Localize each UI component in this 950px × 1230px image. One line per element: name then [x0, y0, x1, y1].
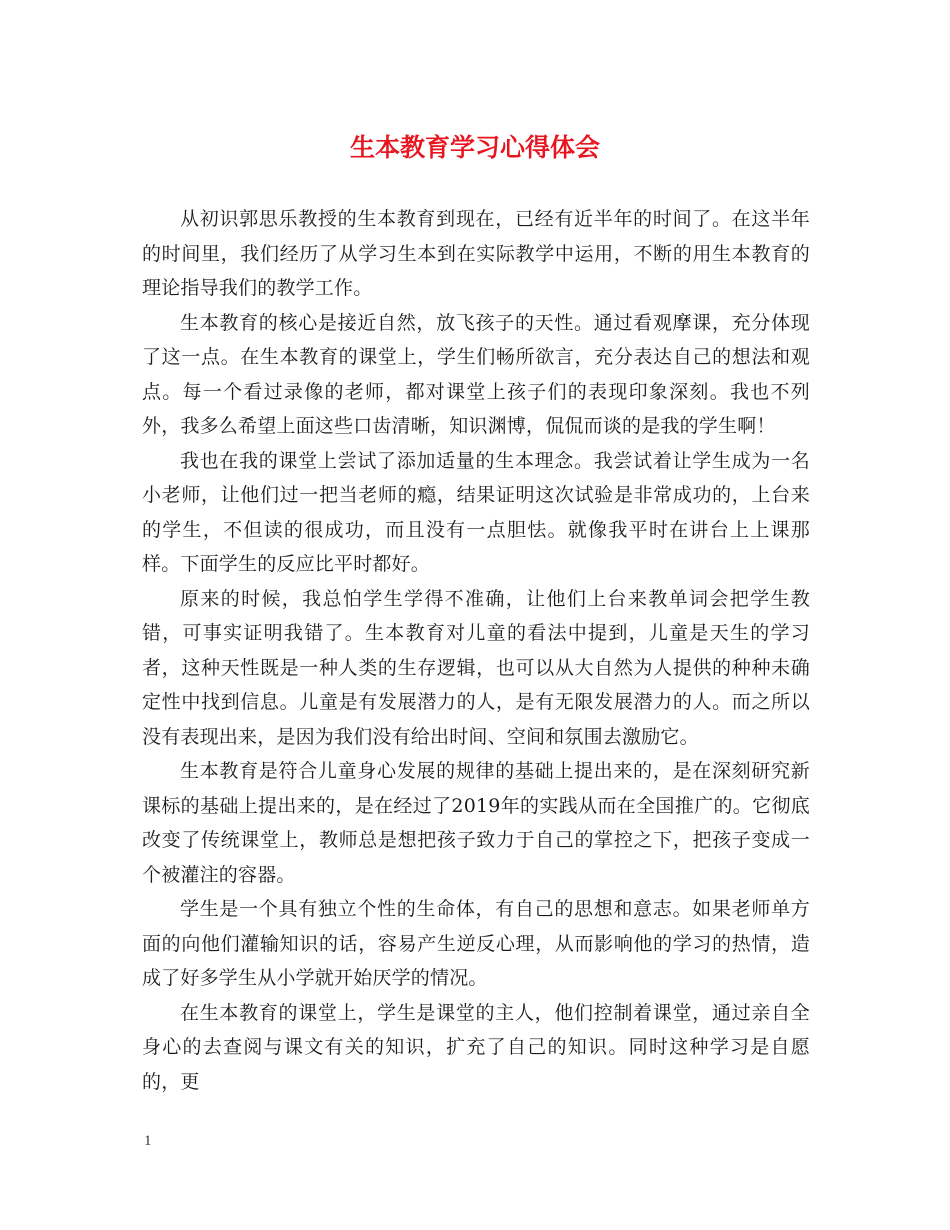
page-title: 生本教育学习心得体会 — [349, 133, 600, 162]
paragraph-4: 原来的时候，我总怕学生学得不准确，让他们上台来教单词会把学生教错，可事实证明我错了。生本教育对儿童的看法中提到，儿童是天生的学习者，这种天性既是一种人类的生存逻辑，也可以从大自然为人提供的种种未确定性中找到信息。儿童是有发展潜力的人，是有无限发展潜力的人。而之所以没有表现出来，是因为我们没有给出时间、空间和氛围去激励它。 — [142, 587, 810, 748]
paragraph-7: 在生本教育的课堂上，学生是课堂的主人，他们控制着课堂，通过亲自全身心的去查阅与课文有关的知识，扩充了自己的知识。同时这种学习是自愿的，更 — [142, 1001, 810, 1093]
paragraph-3: 我也在我的课堂上尝试了添加适量的生本理念。我尝试着让学生成为一名小老师，让他们过一把当老师的瘾，结果证明这次试验是非常成功的，上台来的学生，不但读的很成功，而且没有一点胆怯。就像我平时在讲台上上课那样。下面学生的反应比平时都好。 — [142, 449, 810, 575]
paragraph-2: 生本教育的核心是接近自然，放飞孩子的天性。通过看观摩课，充分体现了这一点。在生本教育的课堂上，学生们畅所欲言，充分表达自己的想法和观点。每一个看过录像的老师，都对课堂上孩子们的表现印象深刻。我也不列外，我多么希望上面这些口齿清晰，知识渊博，侃侃而谈的是我的学生啊！ — [142, 311, 810, 437]
paragraph-5: 生本教育是符合儿童身心发展的规律的基础上提出来的，是在深刻研究新课标的基础上提出来的，是在经过了2019年的实践从而在全国推广的。它彻底改变了传统课堂上，教师总是想把孩子致力于自己的掌控之下，把孩子变成一个被灌注的容器。 — [142, 760, 810, 886]
paragraph-1: 从初识郭思乐教授的生本教育到现在，已经有近半年的时间了。在这半年的时间里，我们经历了从学习生本到在实际教学中运用，不断的用生本教育的理论指导我们的教学工作。 — [142, 208, 810, 299]
document-body — [142, 202, 810, 1099]
page-number: 1 — [144, 1133, 152, 1149]
paragraph-6: 学生是一个具有独立个性的生命体，有自己的思想和意志。如果老师单方面的向他们灌输知识的话，容易产生逆反心理，从而影响他的学习的热情，造成了好多学生从小学就开始厌学的情况。 — [142, 898, 810, 989]
